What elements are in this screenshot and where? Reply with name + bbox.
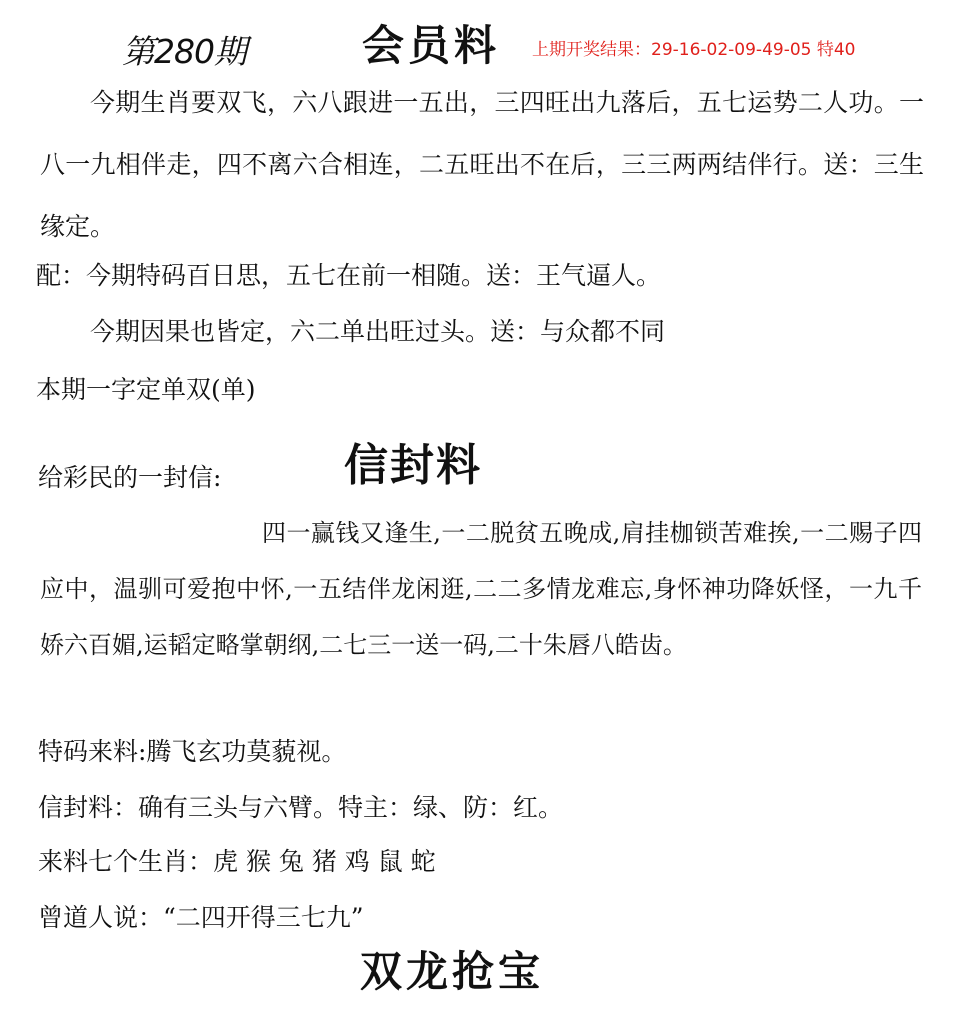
odd-even-line: 本期一字定单双(单) [36,375,256,404]
section-title-envelope: 信封料 [344,440,482,491]
section-title-bottom: 双龙抢宝 [360,947,545,996]
letter-label: 给彩民的一封信: [38,463,222,492]
pei-line: 配：今期特码百日思，五七在前一相随。送：王气逼人。 [36,261,662,290]
last-draw-result: 上期开奖结果：29-16-02-09-49-05 特40 [532,40,856,60]
page-title: 会员料 [362,21,501,70]
zeng-quote-line: 曾道人说：“二四开得三七九” [38,903,364,932]
member-paragraph: 今期生肖要双飞，六八跟进一五出，三四旺出九落后，五七运势二人功。一八一九相伴走，四不离六合相连，二五旺出不在后，三三两两结伴行。送：三生缘定。 [40,88,924,241]
envelope-line: 信封料：确有三头与六臂。特主：绿、防：红。 [38,793,564,822]
special-code-line: 特码来料:腾飞玄功莫藐视。 [38,737,347,766]
yinguo-line: 今期因果也皆定，六二单出旺过头。送：与众都不同 [90,317,666,346]
zodiac-line: 来料七个生肖：虎 猴 兔 猪 鸡 鼠 蛇 [38,847,436,876]
issue-number: 第280期 [122,32,246,71]
letter-paragraph: 四一赢钱又逢生,一二脱贫五晚成,肩挂枷锁苦难挨,一二赐子四应中，温驯可爱抱中怀,一五结伴龙闲逛,二二多情龙难忘,身怀神功降妖怪，一九千娇六百媚,运韬定略掌朝纲,二七三一送一码,二十朱唇八皓齿。 [40,519,922,659]
